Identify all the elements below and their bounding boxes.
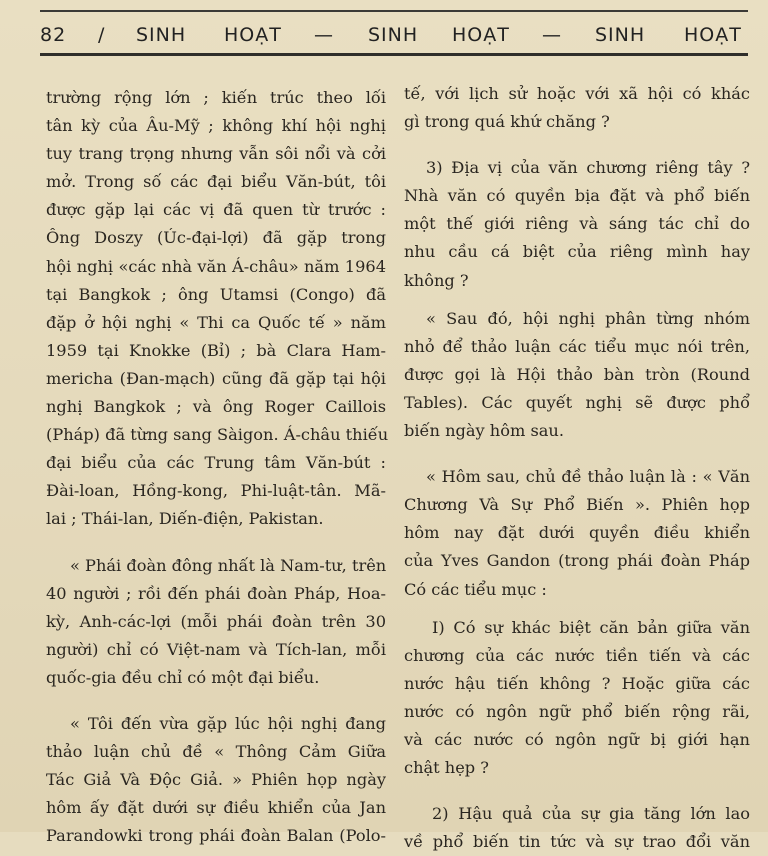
text-line: đặp ở hội nghị « Thi ca Quốc tế » năm	[46, 312, 386, 332]
paragraph-gap	[404, 136, 750, 154]
header-word: SINH	[136, 24, 187, 46]
header-word: HOẠT	[684, 24, 742, 46]
text-line: mericha (Đan-mạch) cũng đã gặp tại hội	[46, 368, 386, 388]
text-line: 40 người ; rồi đến phái đoàn Pháp, Hoa-	[46, 583, 386, 603]
text-line: chương của các nước tiền tiến và các	[404, 645, 750, 665]
header-dash: —	[314, 24, 334, 46]
text-line: và các nước có ngôn ngữ bị giới hạn	[404, 729, 750, 749]
text-line: mở. Trong số các đại biểu Văn-bút, tôi	[46, 172, 386, 192]
paragraph	[404, 305, 750, 445]
text-line: Ông Doszy (Úc-đại-lợi) đã gặp trong	[46, 228, 386, 248]
text-line: « Hôm sau, chủ đề thảo luận là : « Văn	[426, 467, 750, 487]
header-top-rule	[40, 10, 748, 12]
text-line: « Tôi đến vừa gặp lúc hội nghị đang	[70, 713, 386, 733]
running-header	[40, 18, 748, 52]
text-line: Tác Giả Và Độc Giả. » Phiên họp ngày	[46, 770, 386, 790]
text-line: người) chỉ có Việt-nam và Tích-lan, mỗi	[46, 639, 386, 659]
text-line: lai ; Thái-lan, Diến-điện, Pakistan.	[46, 509, 324, 529]
text-line: tuy trang trọng nhưng vẫn sôi nổi và cởi	[46, 144, 386, 164]
paragraph	[404, 80, 750, 136]
text-line: về phổ biến tin tức và sự trao đổi văn	[404, 832, 750, 852]
text-line: I) Có sự khác biệt căn bản giữa văn	[432, 617, 750, 637]
text-line: « Sau đó, hội nghị phân từng nhóm	[426, 308, 750, 328]
text-line: kỳ, Anh-các-lợi (mỗi phái đoàn trên 30	[46, 611, 386, 631]
paragraph	[46, 710, 386, 850]
text-line: của Yves Gandon (trong phái đoàn Pháp	[404, 551, 750, 571]
text-line: 2) Hậu quả của sự gia tăng lớn lao	[432, 804, 750, 824]
text-line: « Phái đoàn đông nhất là Nam-tư, trên	[70, 555, 387, 575]
text-line: nhu cầu cá biệt của riêng mình hay	[404, 242, 750, 262]
text-line: nhỏ để thảo luận các tiểu mục nói trên,	[404, 336, 750, 356]
page-number: 82	[40, 24, 67, 46]
paragraph-gap	[404, 445, 750, 463]
text-line: chật hẹp ?	[404, 758, 489, 778]
text-line: Có các tiểu mục :	[404, 579, 547, 599]
paragraph-gap	[404, 295, 750, 305]
text-line: thảo luận chủ đề « Thông Cảm Giữa	[46, 742, 386, 762]
text-line: được gặp lại các vị đã quen từ trước :	[46, 200, 386, 220]
paragraph-gap	[404, 604, 750, 614]
text-line: đại biểu của các Trung tâm Văn-bút :	[46, 453, 386, 473]
header-word: HOẠT	[452, 24, 510, 46]
text-line: tân kỳ của Âu-Mỹ ; không khí hội nghị	[46, 116, 386, 136]
left-column	[46, 84, 389, 850]
text-line: Parandowki trong phái đoàn Balan (Polo-	[46, 826, 386, 846]
text-line: Chương Và Sự Phổ Biến ». Phiên họp	[404, 495, 750, 515]
text-line: không ?	[404, 270, 469, 290]
text-line: quốc-gia đều chỉ có một đại biểu.	[46, 667, 320, 687]
right-column	[404, 80, 750, 856]
header-dash: —	[542, 24, 562, 46]
text-line: 3) Địa vị của văn chương riêng tây ?	[426, 158, 750, 178]
text-line: tế, với lịch sử hoặc với xã hội có khác	[404, 84, 750, 103]
header-word: HOẠT	[224, 24, 282, 46]
header-word: SINH	[368, 24, 419, 46]
text-line: tại Bangkok ; ông Utamsi (Congo) đã	[46, 284, 386, 304]
paragraph-gap	[46, 534, 386, 552]
text-line: hôm ấy đặt dưới sự điều khiển của Jan	[46, 798, 386, 818]
paragraph-gap	[404, 782, 750, 800]
paragraph	[404, 614, 750, 783]
text-line: hôm nay đặt dưới quyền điều khiển	[404, 523, 750, 543]
text-line: hội nghị «các nhà văn Á-châu» năm 1964	[46, 256, 386, 276]
text-line: biến ngày hôm sau.	[404, 421, 564, 441]
text-line: 1959 tại Knokke (Bỉ) ; bà Clara Ham-	[46, 340, 386, 360]
text-line: gì trong quá khứ chăng ?	[404, 112, 610, 132]
header-bottom-rule	[40, 53, 748, 56]
header-slash: /	[98, 24, 106, 46]
text-line: Đài-loan, Hồng-kong, Phi-luật-tân. Mã-	[46, 481, 386, 501]
header-word: SINH	[595, 24, 646, 46]
paragraph	[404, 154, 750, 294]
text-line: được gọi là Hội thảo bàn tròn (Round	[404, 364, 750, 384]
text-line: nước hậu tiến không ? Hoặc giữa các	[404, 673, 750, 693]
text-line: nghị Bangkok ; và ông Roger Caillois	[46, 397, 386, 417]
paragraph	[46, 84, 389, 534]
text-line: nước có ngôn ngữ phổ biến rộng rãi,	[404, 701, 750, 721]
paragraph	[46, 552, 386, 692]
paragraph-gap	[46, 692, 386, 710]
text-line: Nhà văn có quyền bịa đặt và phổ biến	[404, 186, 750, 206]
text-line: một thế giới riêng và sáng tác chỉ do	[404, 214, 750, 234]
text-line: Tables). Các quyết nghị sẽ được phổ	[404, 392, 750, 412]
paragraph	[404, 800, 750, 856]
text-line: trường rộng lớn ; kiến trúc theo lối	[46, 88, 386, 107]
paragraph	[404, 463, 750, 603]
text-line: (Pháp) đã từng sang Sàigon. Á-châu thiếu	[46, 425, 389, 445]
